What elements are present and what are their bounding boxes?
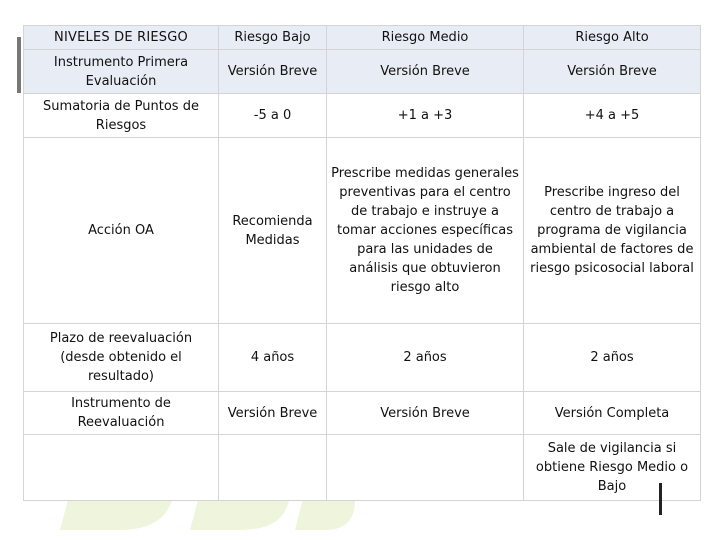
- header-riesgo-alto: Riesgo Alto: [524, 26, 701, 50]
- row-label: [24, 435, 219, 501]
- table-row: [24, 50, 701, 94]
- cell-bajo: Recomienda Medidas: [219, 138, 327, 324]
- row-label: Plazo de reevaluación (desde obtenido el resultado): [24, 324, 219, 392]
- cell-alto: Prescribe ingreso del centro de trabajo a programa de vigilancia ambiental de factores de riesgo psicosocial laboral: [524, 138, 701, 324]
- table-row: [24, 94, 701, 138]
- cell-bajo: Versión Breve: [219, 50, 327, 94]
- cell-medio: Versión Breve: [327, 50, 524, 94]
- header-riesgo-bajo: Riesgo Bajo: [219, 26, 327, 50]
- table-row: [24, 324, 701, 392]
- row-label: Instrumento de Reevaluación: [24, 392, 219, 435]
- frame-mark-left: [17, 37, 21, 93]
- row-label: Sumatoria de Puntos de Riesgos: [24, 94, 219, 138]
- cell-medio: Versión Breve: [327, 392, 524, 435]
- row-label: Instrumento Primera Evaluación: [24, 50, 219, 94]
- cell-alto: Sale de vigilancia si obtiene Riesgo Medio o Bajo: [524, 435, 701, 501]
- cell-alto: 2 años: [524, 324, 701, 392]
- cell-medio: +1 a +3: [327, 94, 524, 138]
- cell-medio: Prescribe medidas generales preventivas para el centro de trabajo e instruye a tomar acciones específicas para las unidades de análisis que obtuvieron riesgo alto: [327, 138, 524, 324]
- header-niveles-de-riesgo: NIVELES DE RIESGO: [24, 26, 219, 50]
- cell-medio: 2 años: [327, 324, 524, 392]
- cell-bajo: [219, 435, 327, 501]
- cell-alto: Versión Completa: [524, 392, 701, 435]
- cell-bajo: Versión Breve: [219, 392, 327, 435]
- frame-mark-right: [659, 483, 662, 515]
- table-header-row: [24, 26, 701, 50]
- table-row: [24, 435, 701, 501]
- cell-bajo: -5 a 0: [219, 94, 327, 138]
- risk-levels-table: [23, 25, 701, 501]
- header-riesgo-medio: Riesgo Medio: [327, 26, 524, 50]
- cell-bajo: 4 años: [219, 324, 327, 392]
- cell-alto: Versión Breve: [524, 50, 701, 94]
- cell-alto: +4 a +5: [524, 94, 701, 138]
- table-row: [24, 392, 701, 435]
- row-label: Acción OA: [24, 138, 219, 324]
- cell-medio: [327, 435, 524, 501]
- table-row: [24, 138, 701, 324]
